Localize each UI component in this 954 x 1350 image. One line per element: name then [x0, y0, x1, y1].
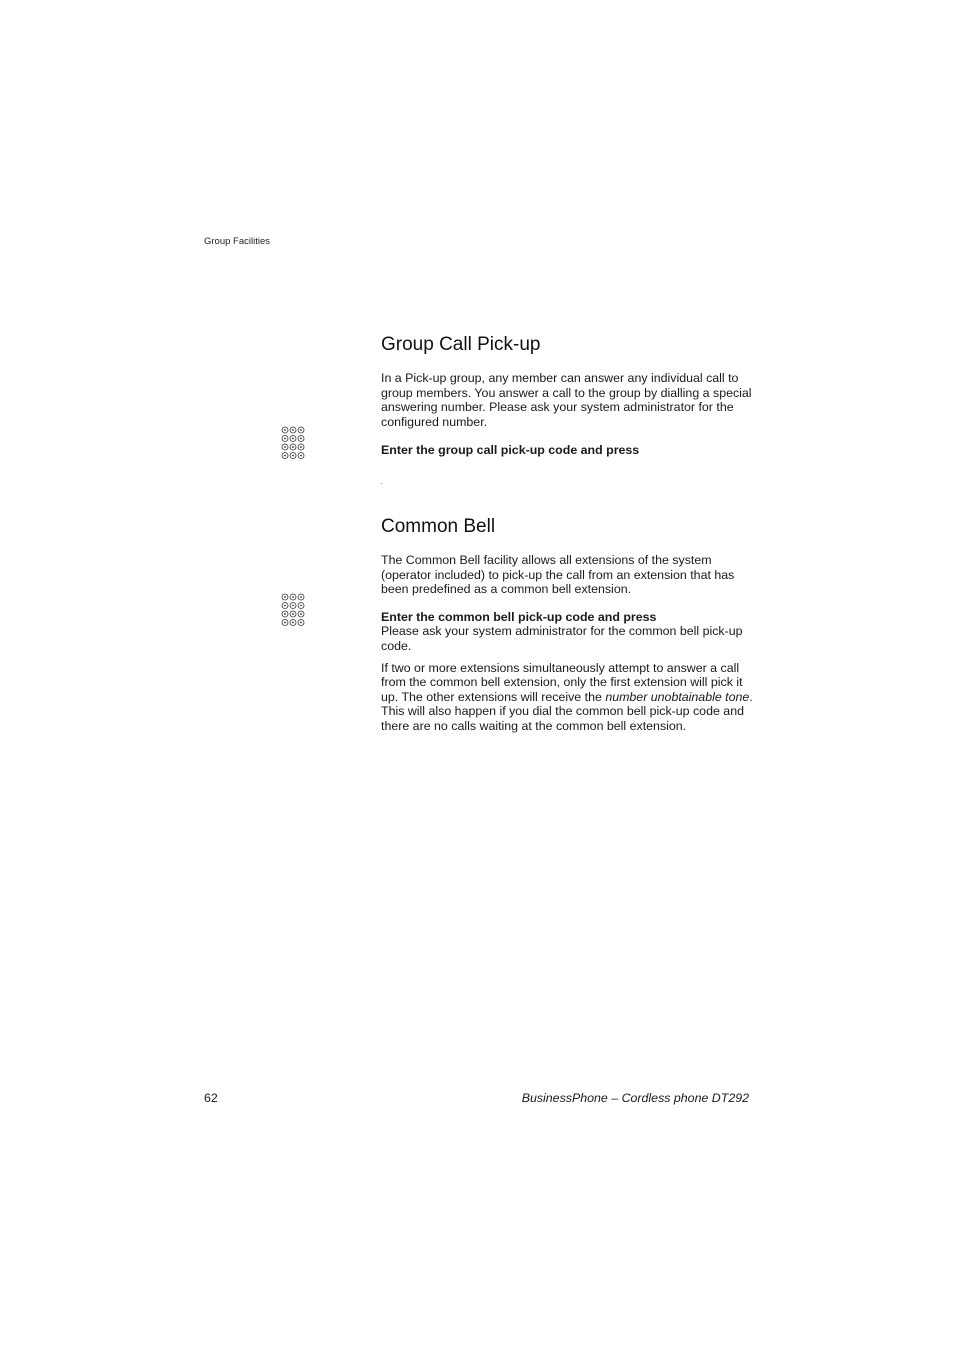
common-bell-paragraph-2-start: If two or more extensions simultaneously attempt to answer a call from the common bell extension, only the first extension will pick it up. The other extensions will receive the	[381, 660, 743, 704]
number-unobtainable-tone-term: number unobtainable tone	[605, 689, 750, 704]
common-bell-intro: The Common Bell facility allows all extensions of the system (operator included) to pick-up the call from an extension that has been predefined as a common bell extension.	[381, 553, 735, 597]
group-call-pickup-instruction: Enter the group call pick-up code and press	[381, 443, 640, 458]
common-bell-note: Please ask your system administrator for the common bell pick-up code.	[381, 624, 743, 653]
common-bell-paragraph-2	[381, 661, 753, 734]
section-title-group-call-pickup: Group Call Pick-up	[381, 334, 541, 355]
group-call-pickup-intro: In a Pick-up group, any member can answer any individual call to group members. You answer a call to the group by dialling a special answering number. Please ask your system administrator for the configured number.	[381, 371, 752, 429]
common-bell-paragraph-2-end: . This will also happen if you dial the common bell pick-up code and there are no calls waiting at the common bell extension.	[381, 689, 753, 733]
page-number: 62	[204, 1091, 218, 1105]
section-title-common-bell: Common Bell	[381, 516, 496, 537]
keypad-icon	[281, 593, 307, 627]
group-call-pickup-section	[381, 334, 753, 458]
running-header: Group Facilities	[204, 236, 270, 247]
stray-mark	[381, 483, 382, 484]
keypad-icon	[281, 426, 307, 460]
document-title: BusinessPhone – Cordless phone DT292	[521, 1091, 749, 1105]
common-bell-instruction: Enter the common bell pick-up code and press	[381, 609, 657, 624]
common-bell-section	[381, 516, 753, 734]
